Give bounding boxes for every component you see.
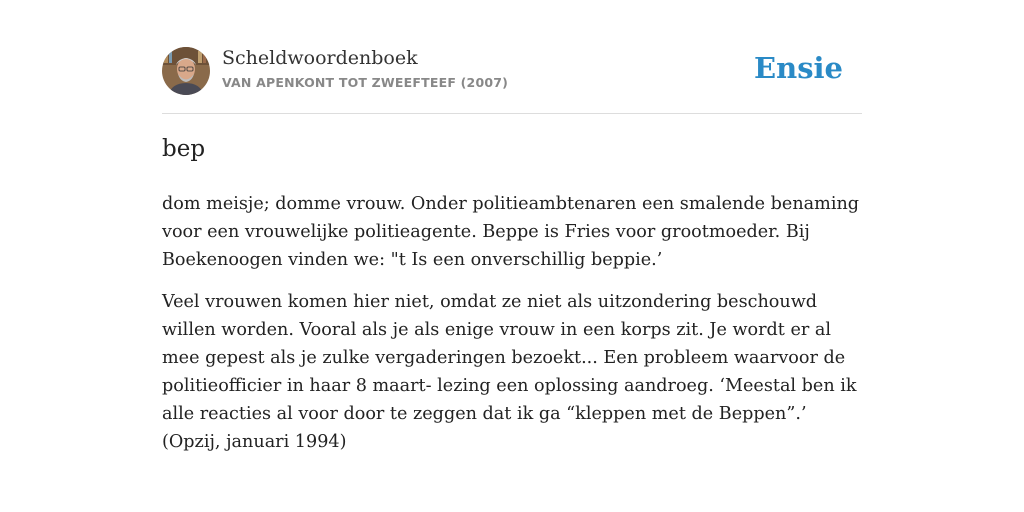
author-portrait-icon bbox=[162, 47, 210, 95]
entry-definition bbox=[162, 190, 862, 470]
definition-paragraph: dom meisje; domme vrouw. Onder politieambtenaren een smalende benaming voor een vrouwelijke politieagente. Beppe is Fries voor grootmoeder. Bij Boekenoogen vinden we: "t Is een onverschillig beppie.’ bbox=[162, 194, 860, 270]
ensie-logo[interactable]: Ensie bbox=[754, 51, 843, 85]
entry-header bbox=[162, 46, 862, 96]
source-subtitle: VAN APENKONT TOT ZWEEFTEEF (2007) bbox=[222, 75, 509, 90]
example-paragraph: Veel vrouwen komen hier niet, omdat ze niet als uitzondering beschouwd willen worden. Vooral als je als enige vrouw in een korps zit. Je wordt er al mee gepest als je zulke vergaderingen bezoekt... Een probleem waarvoor de politieofficier in haar 8 maart- lezing een oplossing aandroeg. ‘Meestal ben ik alle reacties al voor door te zeggen dat ik ga “kleppen met de Beppen”.’ (Opzij, januari 1994) bbox=[162, 292, 857, 452]
source-title[interactable]: Scheldwoordenboek bbox=[222, 47, 418, 69]
author-avatar[interactable] bbox=[162, 47, 210, 95]
header-divider bbox=[162, 113, 862, 114]
entry-term: bep bbox=[162, 136, 206, 162]
